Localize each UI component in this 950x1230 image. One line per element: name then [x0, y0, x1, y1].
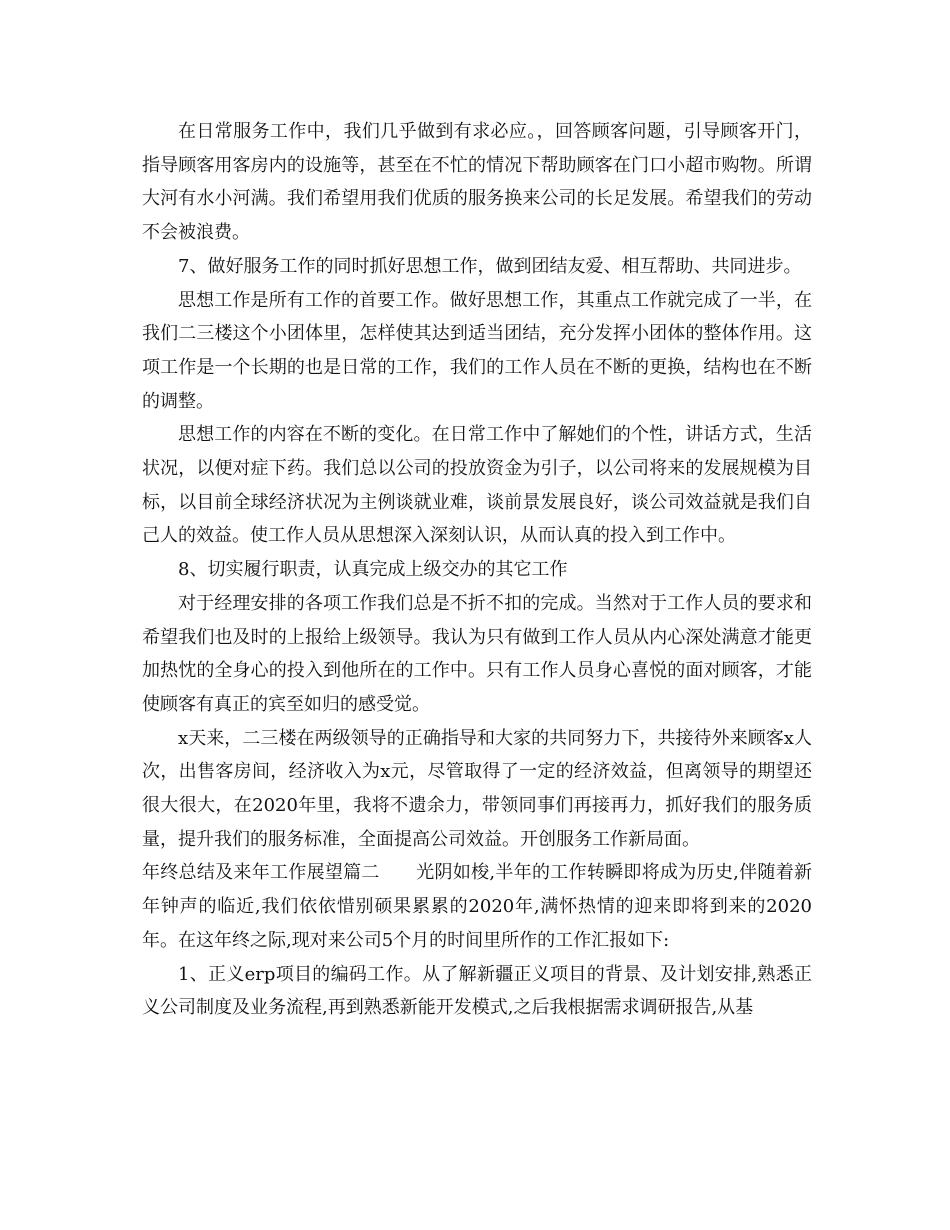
- paragraph-erp-project: 1、正义erp项目的编码工作。从了解新疆正义项目的背景、及计划安排,熟悉正义公司制度及业务流程,再到熟悉新能开发模式,之后我根据需求调研报告,从基: [142, 963, 812, 1019]
- paragraph-service-response: 在日常服务工作中，我们几乎做到有求必应。，回答顾客问题，引导顾客开门，指导顾客用客房内的设施等，甚至在不忙的情况下帮助顾客在门口小超市购物。所谓大河有水小河满。我们希望用我们优质的服务换来公司的长足发展。希望我们的劳动不会被浪费。: [142, 121, 812, 244]
- paragraph-manager-tasks: 对于经理安排的各项工作我们总是不折不扣的完成。当然对于工作人员的要求和希望我们也及时的上报给上级领导。我认为只有做到工作人员从内心深处满意才能更加热忱的全身心的投入到他所在的工作中。只有工作人员身心喜悦的面对顾客，才能使顾客有真正的宾至如归的感受觉。: [142, 592, 812, 715]
- paragraph-ideological-content: 思想工作的内容在不断的变化。在日常工作中了解她们的个性，讲话方式，生活状况，以便对症下药。我们总以公司的投放资金为引子，以公司将来的发展规模为目标，以目前全球经济状况为主例谈就业难，谈前景发展良好，谈公司效益就是我们自己人的效益。使工作人员从思想深入深刻认识，从而认真的投入到工作中。: [142, 424, 812, 547]
- heading-item-7: 7、做好服务工作的同时抓好思想工作，做到团结友爱、相互帮助、共同进步。: [178, 255, 802, 277]
- heading-item-8: 8、切实履行职责，认真完成上级交办的其它工作: [178, 559, 568, 581]
- paragraph-ideological-work: 思想工作是所有工作的首要工作。做好思想工作，其重点工作就完成了一半，在我们二三楼这个小团体里，怎样使其达到适当团结，充分发挥小团体的整体作用。这项工作是一个长期的也是日常的工作，我们的工作人员在不断的更换，结构也在不断的调整。: [142, 289, 812, 412]
- paragraph-part-two-intro: 年终总结及来年工作展望篇二 光阴如梭,半年的工作转瞬即将成为历史,伴随着新年钟声的临近,我们依依惜别硕果累累的2020年,满怀热情的迎来即将到来的2020年。在这年终之际,现对来公司5个月的时间里所作的工作汇报如下:: [142, 862, 812, 951]
- document-body: [142, 115, 812, 1025]
- paragraph-summary-results: x天来，二三楼在两级领导的正确指导和大家的共同努力下，共接待外来顾客x人次，出售客房间，经济收入为x元，尽管取得了一定的经济效益，但离领导的期望还很大很大，在2020年里，我将不遗余力，带领同事们再接再力，抓好我们的服务质量，提升我们的服务标准，全面提高公司效益。开创服务工作新局面。: [142, 727, 812, 850]
